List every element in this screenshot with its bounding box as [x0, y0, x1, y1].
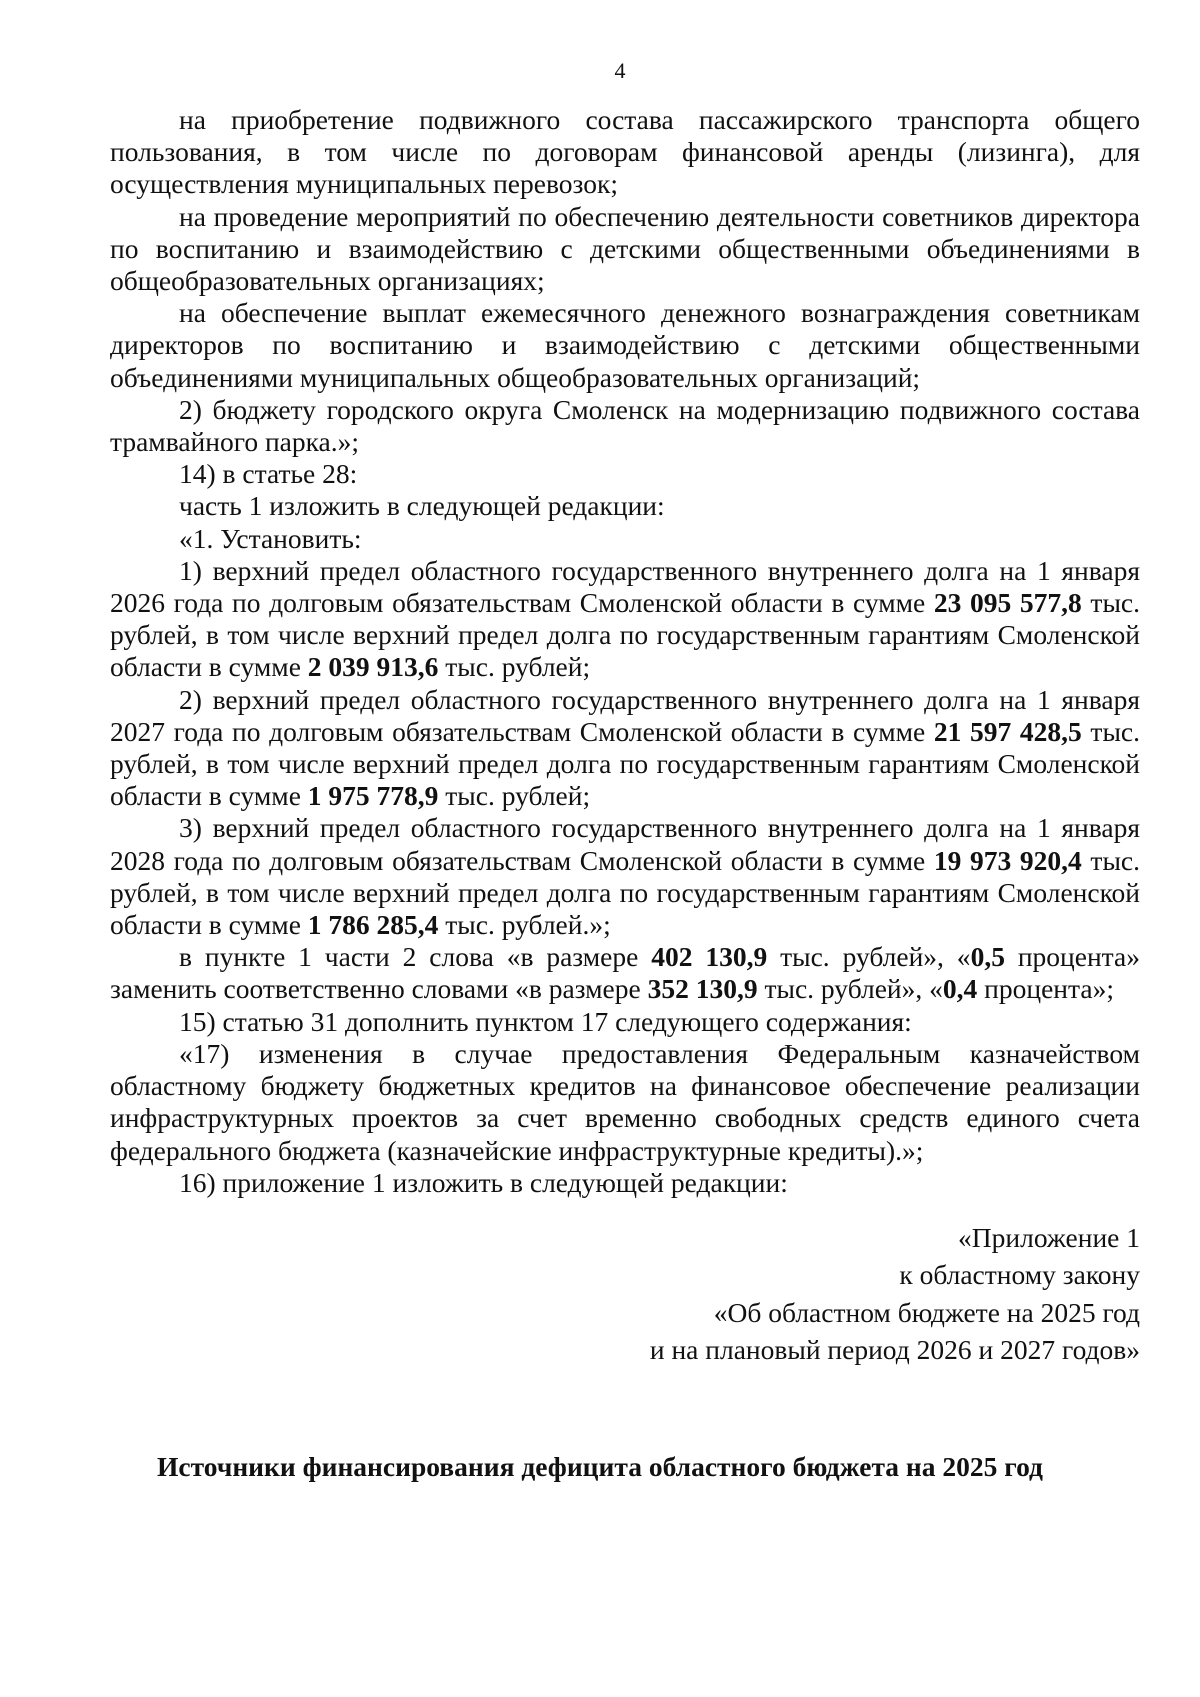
paragraph: 2) бюджету городского округа Смоленск на модернизацию подвижного состава трамвайного парка.»; — [110, 393, 1140, 458]
new-amount: 352 130,9 — [647, 973, 758, 1005]
guarantee-amount: 2 039 913,6 — [307, 651, 439, 683]
debt-amount: 19 973 920,4 — [933, 844, 1082, 876]
paragraph: 16) приложение 1 изложить в следующей редакции: — [179, 1166, 788, 1198]
debt-limit-item-2026: 1) верхний предел областного государственного внутреннего долга на 1 января 2026 года по долговым обязательствам Смоленской области в сумме 23 095 577,8 тыс. рублей, в том числе верхний предел долга по государственным гарантиям Смоленской области в сумме 2 039 913,6 тыс. рублей; — [110, 554, 1140, 683]
page-number: 4 — [614, 58, 626, 83]
appendix-line: «Об областном бюджете на 2025 год — [713, 1296, 1140, 1328]
old-amount: 402 130,9 — [651, 941, 768, 973]
paragraph: «1. Установить: — [179, 522, 362, 554]
new-percent: 0,4 — [942, 973, 978, 1005]
debt-limit-item-2028: 3) верхний предел областного государственного внутреннего долга на 1 января 2028 года по долговым обязательствам Смоленской области в сумме 19 973 920,4 тыс. рублей, в том числе верхний предел долга по государственным гарантиям Смоленской области в сумме 1 786 285,4 тыс. рублей.»; — [110, 812, 1140, 941]
appendix-line: «Приложение 1 — [958, 1221, 1140, 1253]
paragraph: «17) изменения в случае предоставления Федеральным казначейством областному бюджету бюджетных кредитов на финансовое обеспечение реализации инфраструктурных проектов за счет временно свободных средств единого счета федерального бюджета (казначейские инфраструктурные кредиты).»; — [110, 1037, 1140, 1166]
amendment-paragraph: в пункте 1 части 2 слова «в размере 402 130,9 тыс. рублей», «0,5 процента» заменить соответственно словами «в размере 352 130,9 тыс. рублей», «0,4 процента»; — [110, 941, 1140, 1005]
guarantee-amount: 1 975 778,9 — [307, 780, 439, 812]
debt-amount: 23 095 577,8 — [933, 587, 1082, 619]
appendix-line: и на плановый период 2026 и 2027 годов» — [649, 1334, 1140, 1366]
paragraph: 15) статью 31 дополнить пунктом 17 следующего содержания: — [179, 1005, 912, 1037]
appendix-header — [110, 1219, 1140, 1369]
guarantee-amount: 1 786 285,4 — [307, 909, 439, 941]
debt-limit-item-2027: 2) верхний предел областного государственного внутреннего долга на 1 января 2027 года по долговым обязательствам Смоленской области в сумме 21 597 428,5 тыс. рублей, в том числе верхний предел долга по государственным гарантиям Смоленской области в сумме 1 975 778,9 тыс. рублей; — [110, 683, 1140, 812]
section-title: Источники финансирования дефицита областного бюджета на 2025 год — [157, 1451, 1043, 1482]
paragraph: на приобретение подвижного состава пассажирского транспорта общего пользования, в том числе по договорам финансовой аренды (лизинга), для осуществления муниципальных перевозок; — [110, 104, 1140, 200]
old-percent: 0,5 — [970, 941, 1005, 973]
paragraph: на проведение мероприятий по обеспечению деятельности советников директора по воспитанию и взаимодействию с детскими общественными объединениями в общеобразовательных организациях; — [110, 200, 1140, 297]
spacer — [110, 1199, 1140, 1219]
paragraph: на обеспечение выплат ежемесячного денежного вознаграждения советникам директоров по воспитанию и взаимодействию с детскими общественными объединениями муниципальных общеобразовательных организаций; — [110, 297, 1140, 393]
debt-amount: 21 597 428,5 — [933, 715, 1082, 747]
paragraph: 14) в статье 28: — [179, 458, 358, 490]
appendix-line: к областному закону — [899, 1259, 1140, 1291]
document-body — [110, 104, 1140, 1369]
paragraph: часть 1 изложить в следующей редакции: — [179, 490, 665, 522]
